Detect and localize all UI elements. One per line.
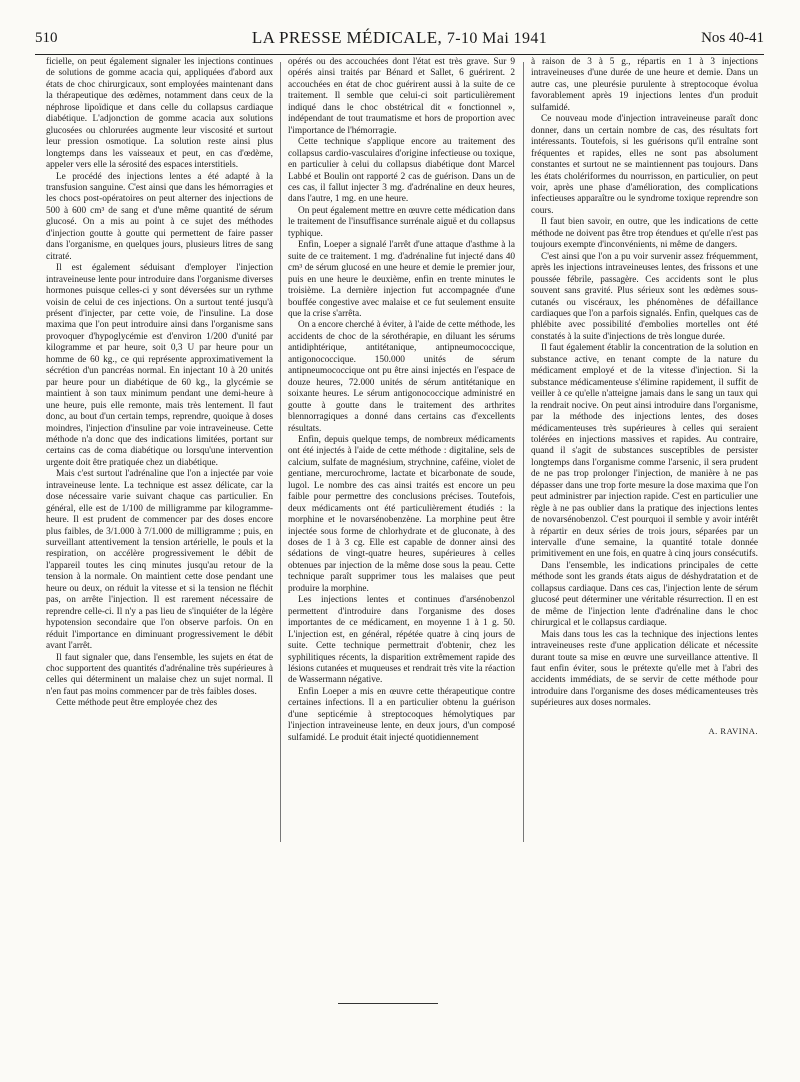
paragraph: On peut également mettre en œuvre cette médication dans le traitement de l'insuffisance surrénale aiguë et du collapsus typhique. (288, 205, 515, 239)
paragraph: Cette méthode peut être employée chez des (56, 698, 218, 709)
end-rule (338, 1003, 438, 1004)
paragraph: C'est ainsi que l'on a pu voir survenir assez fréquemment, après les injections intraveineuses lentes, des frissons et une poussée fébrile, passagère. Ces accidents sont le plus souvent sans gravité. Plus sérieux sont les œdèmes sous-cutanés ou viscéraux, les phénomènes de défaillance cardiaques que l'on a parfois signalés. Enfin, quelques cas de phlébite avec possibilité d'embolies mortelles ont été constatés à la suite d'injections de très longue durée. (531, 251, 758, 342)
paragraph: On a encore cherché à éviter, à l'aide de cette méthode, les accidents de choc de la sérothérapie, en diluant les sérums antidiphtérique, antitétanique, antipneumococcique, antigonococcique. 150.000 unités de sérum antipneumococcique ont pu être ainsi injectés en l'espace de douze heures, 72.000 unités de sérum antitétanique en soixante heures. Le sérum antigonococcique administré en goutte à goutte dans le traitement des arthrites blennorragiques a donné dans certains cas d'excellents résultats. (288, 320, 515, 434)
paragraph: Il est également séduisant d'employer l'injection intraveineuse lente pour introduire dans l'organisme diverses hormones puisque celles-ci y sont déversées sur un rythme voisin de celui de ces injections. On a surtout tenté jusqu'à présent d'injecter, par cette voie, de l'insuline. La dose maxima que l'on peut introduire ainsi dans l'organisme sans provoquer d'hypoglycémie est d'environ 1/200 d'unité par kilogramme et par heure, soit 0,3 U par heure pour un homme de 60 kg., ce qui représente approximativement la sécrétion d'un pancréas normal. En injectant 10 à 20 unités par heure pour un diabétique de 60 kg., la glycémie se maintient à son taux minimum pendant une demi-heure à une heure, puis elle remonte, mais très lentement. Il faut donc, au bout d'un certain temps, reprendre, quoique à doses moindres, l'injection d'insuline par voie intraveineuse. Cette méthode n'a donc que des indications limitées, portant sur certains cas de coma diabétique ou lorsqu'une intervention urgente doit être pratiquée chez un diabétique. (46, 263, 273, 468)
paragraph: opérés ou des accouchées dont l'état est très grave. Sur 9 opérés ainsi traités par Bénard et Sallet, 6 guérirent. 2 accouchées en état de choc guérirent aussi à la suite de ce traitement. Il semble que celui-ci soit particulièrement indiqué dans le choc obstétrical dit « fonctionnel », indépendant de tout traumatisme et hors de proportion avec l'importance de l'hémorragie. (288, 57, 515, 136)
column-divider (523, 62, 524, 842)
paragraph: Enfin Loeper a mis en œuvre cette thérapeutique contre certaines infections. Il a en particulier obtenu la guérison d'une septicémie à streptocoques hémolytiques par l'injection intraveineuse lente, en deux jours, d'un composé sulfamidé. Le produit était injecté quotidiennement (288, 686, 515, 743)
article-columns (46, 57, 761, 992)
journal-title: LA PRESSE MÉDICALE, (251, 28, 443, 47)
paragraph: Il faut signaler que, dans l'ensemble, les sujets en état de choc supportent des quantités d'adrénaline très supérieures à celles qui déterminent un malaise chez un sujet normal. Il n'en faut pas moins commencer par de très faibles doses. (46, 652, 273, 697)
page-number: 510 (35, 30, 58, 46)
author-signature: A. RAVINA. (708, 725, 758, 736)
paragraph: Il faut bien savoir, en outre, que les indications de cette méthode ne doivent pas être trop étendues et qu'elle n'est pas toujours exempte d'inconvénients, ni même de dangers. (531, 217, 758, 251)
paragraph: Enfin, Loeper a signalé l'arrêt d'une attaque d'asthme à la suite de ce traitement. 1 mg. d'adrénaline fut injecté dans 40 cm³ de sérum glucosé en une heure et demie le premier jour, puis en une heure le deuxième, enfin en trente minutes le troisième. La dernière injection fut accompagnée d'une bouffée congestive avec malaise et ce fut seulement ensuite que la crise s'arrêta. (288, 240, 515, 319)
paragraph: Enfin, depuis quelque temps, de nombreux médicaments ont été injectés à l'aide de cette méthode : digitaline, sels de calcium, sulfate de magnésium, strychnine, caféine, violet de gentiane, mercurochrome, lactate et bicarbonate de soude, lugol. Le nombre des cas ainsi traités est encore un peu faible pour permettre des conclusions précises. Toutefois, deux médicaments ont été particulièrement étudiés : la morphine et le novarsénobenzène. La morphine peut être injectée sous forme de chlorhydrate et de gluconate, à des doses de 1 à 3 cg. Elle est capable de donner ainsi des sédations de vingt-quatre heures, supérieures à celles obtenues par injection de la même dose sous la peau. Cette technique paraît supprimer tous les malaises que peut produire la morphine. (288, 434, 515, 594)
column-2 (288, 57, 515, 992)
paragraph: Cette technique s'applique encore au traitement des collapsus cardio-vasculaires d'origine infectieuse ou toxique, en particulier à celui du collapsus diabétique dont Marcel Labbé et Boulin ont rapporté 2 cas de guérison. Dans un de ces cas, il fallut injecter 3 mg. d'adrénaline en deux heures, dans l'autre, 1 mg. en une heure. (288, 137, 515, 205)
paragraph: Mais c'est surtout l'adrénaline que l'on a injectée par voie intraveineuse lente. La technique est assez délicate, car la dose nécessaire varie suivant chaque cas particulier. En général, elle est de 1/100 de milligramme par kilogramme-heure. Il est prudent de commencer par des doses encore plus faibles, de 3/1.000 à 7/1.000 de milligramme ; puis, en surveillant attentivement la tension artérielle, le pouls et la respiration, on accélère progressivement le débit de l'appareil toutes les cinq minutes jusqu'au retour de la tension à la normale. On maintient cette dose pendant une heure ou deux, on réduit la vitesse et si la tension ne fléchit pas, on arrête l'injection. Il est rarement nécessaire de reprendre celle-ci. Il n'y a pas lieu de s'inquiéter de la légère hypotension secondaire que l'on observe parfois. On en réduit l'importance en diminuant progressivement le débit avant l'arrêt. (46, 469, 273, 652)
paragraph: Mais dans tous les cas la technique des injections lentes intraveineuses reste d'une application délicate et nécessite durant toute sa mise en œuvre une surveillance attentive. Il faut enfin éviter, sous le prétexte qu'elle met à l'abri des accidents immédiats, de se servir de cette méthode pour introduire dans l'organisme des doses médicamenteuses très supérieures aux doses normales. (531, 629, 758, 709)
paragraph: Les injections lentes et continues d'arsénobenzol permettent d'introduire dans l'organisme des doses importantes de ce médicament, en moyenne 1 à 1 g. 50. L'injection est, en général, répétée quatre à cinq jours de suite. Cette technique permettrait d'obtenir, chez les syphilitiques récents, la disparition extrêmement rapide des lésions cutanées et muqueuses et rendrait très vite la réaction de Wassermann négative. (288, 595, 515, 686)
paragraph: Le procédé des injections lentes a été adapté à la transfusion sanguine. C'est ainsi que dans les hémorragies et les chocs post-opératoires on peut alterner des injections de 500 à 600 cm³ de sang et d'une même quantité de sérum glucosé. On a mis au point à ce sujet des méthodes d'injection goutte à goutte qui permettent de faire passer dans l'organisme, en quelques jours, plusieurs litres de sang citraté. (46, 171, 273, 262)
paragraph: Ce nouveau mode d'injection intraveineuse paraît donc donner, dans un certain nombre de cas, des résultats fort intéressants. Toutefois, si les guérisons qu'il entraîne sont fréquentes et rapides, elles ne sont pas absolument constantes et surtout ne se maintiennent pas toujours. Dans les états cholériformes du nourrisson, en particulier, on peut voir, après une phase d'amélioration, des complications infectieuses apparaître ou le syndrome toxique reprendre son cours. (531, 114, 758, 216)
page-header (35, 28, 764, 55)
paragraph: ficielle, on peut également signaler les injections continues de solutions de gomme acacia qui, appliquées d'abord aux états de choc chirurgicaux, sont employées maintenant dans la thérapeutique des œdèmes, notamment dans ceux de la néphrose lipoïdique et dans celle du collapsus cardiaque diabétique. L'adjonction de gomme acacia aux solutions glucosées ou chlorurées augmente leur viscosité et surtout leur pression osmotique. La solution reste ainsi plus longtemps dans les vaisseaux et peut, en cas d'œdème, appeler vers elle la sérosité des espaces interstitiels. (46, 57, 273, 171)
issue-date: 7-10 Mai 1941 (446, 30, 548, 47)
paragraph: Dans l'ensemble, les indications principales de cette méthode sont les grands états aigus de déshydratation et de collapsus cardiaque. Dans ces cas, l'injection lente de sérum glucosé peut déterminer une véritable résurrection. Il en est de même de l'injection lente d'adrénaline dans le choc chirurgical et le collapsus cardiaque. (531, 560, 758, 629)
column-3 (531, 57, 758, 992)
journal-masthead (35, 28, 764, 48)
column-divider (280, 62, 281, 842)
paragraph: à raison de 3 à 5 g., répartis en 1 à 3 injections intraveineuses d'une durée de une heure et demie. Dans un autre cas, une pleurésie purulente à streptocoque évolua favorablement après 19 injections lentes d'un produit sulfamidé. (531, 57, 758, 113)
paragraph: Il faut également établir la concentration de la solution en substance active, en tenant compte de la nature du médicament employé et de la vitesse d'injection. Si la substance médicamenteuse s'élimine rapidement, il suffit de veiller à ce qu'elle n'atteigne jamais dans le sang un taux qui la rendrait nocive. On peut ainsi introduire dans l'organisme, par la méthode des injections lentes, des doses médicamenteuses très supérieures à celles qui seraient tolérées en injections massives et rapides. Au contraire, quand il s'agit de substances susceptibles de persister longtemps dans l'organisme comme l'arsenic, il sera prudent de ne pas trop prolonger l'injection, de manière à ne pas dépasser dans une trop forte mesure la dose maxima que l'on peut administrer par injection rapide. C'est en particulier une règle à ne pas oublier dans la pratique des injections lentes de novarsénobenzol. C'est pourquoi il semble y avoir intérêt à répartir en deux séries de trois jours, séparées par un intervalle d'une semaine, la quantité totale donnée primitivement en une fois, en quatre à cinq jours consécutifs. (531, 343, 758, 560)
issue-number: Nos 40-41 (701, 30, 764, 46)
column-1 (46, 57, 273, 992)
